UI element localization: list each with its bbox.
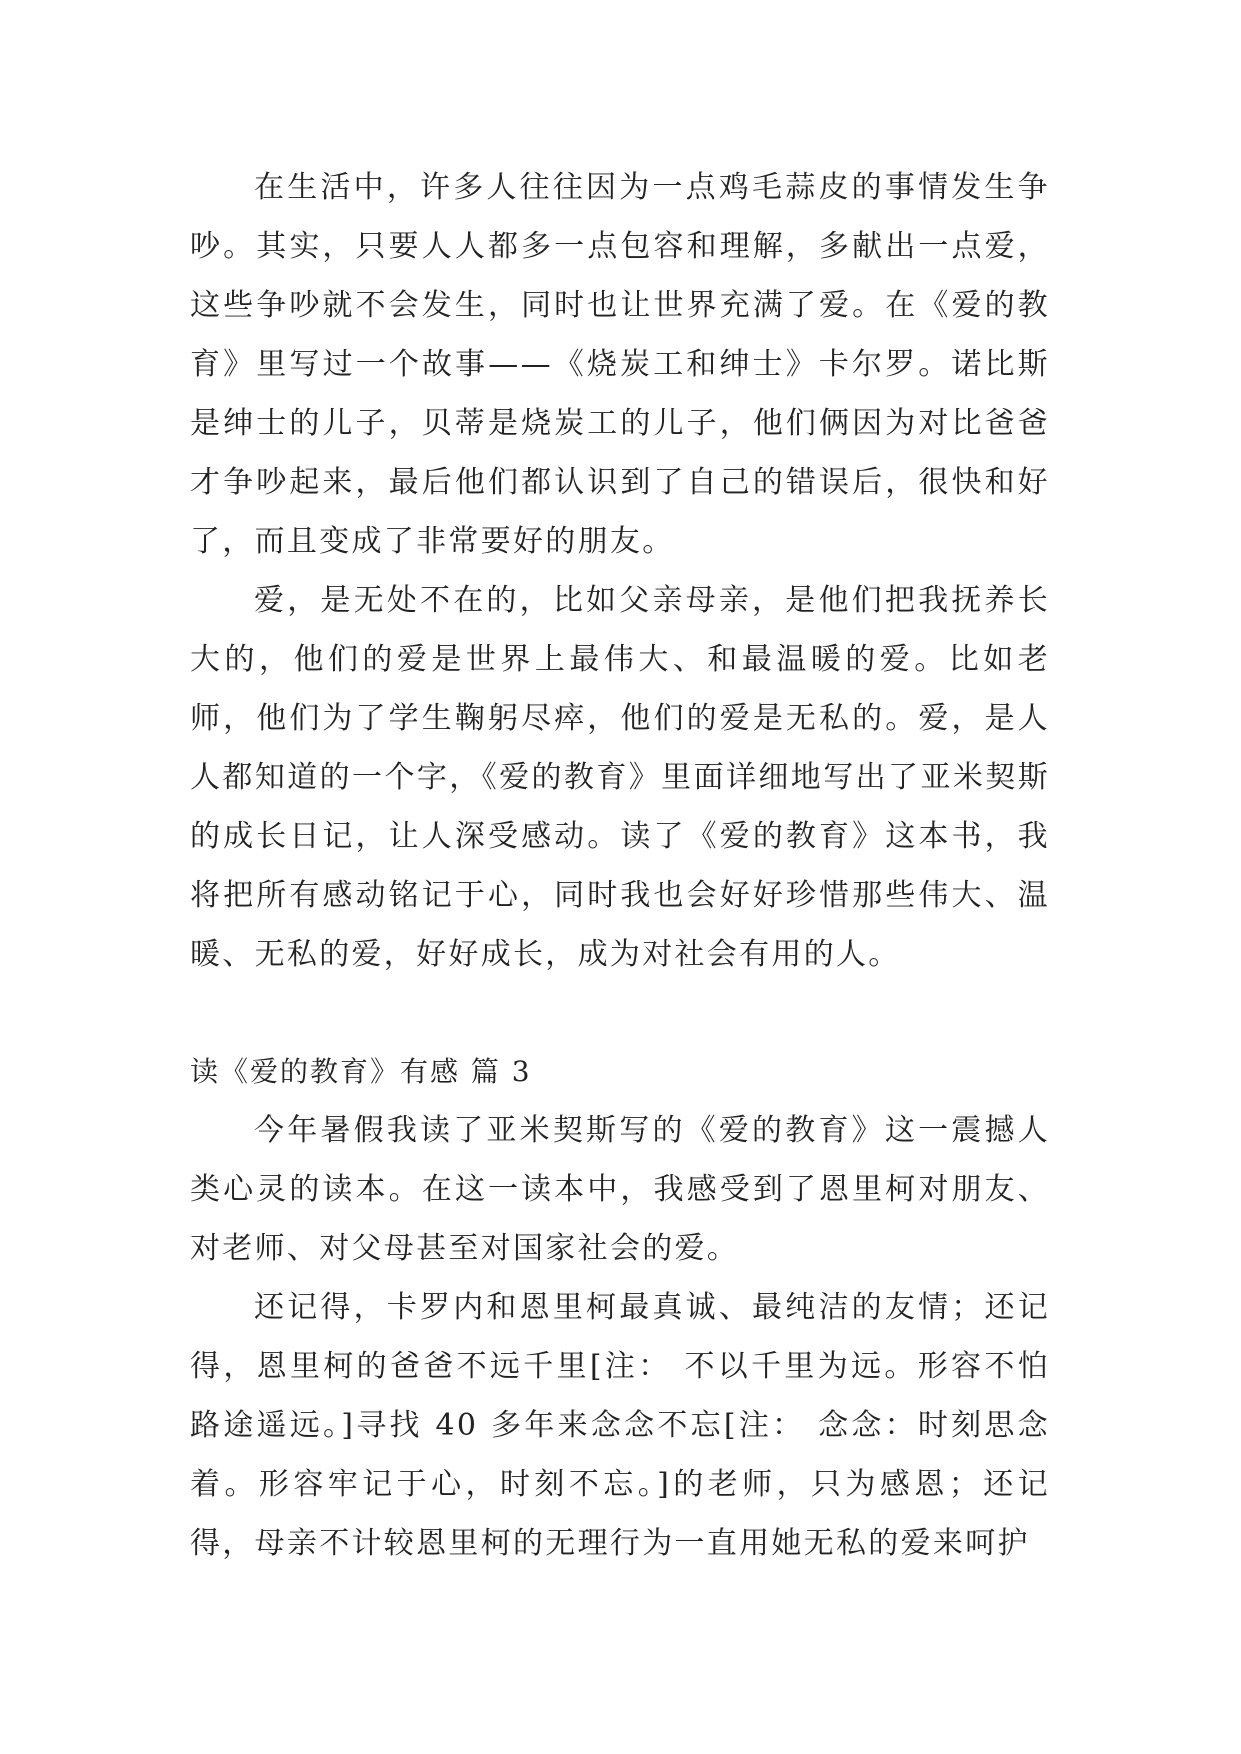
paragraph: 今年暑假我读了亚米契斯写的《爱的教育》这一震撼人类心灵的读本。在这一读本中，我感受到了恩里柯对朋友、对老师、对父母甚至对国家社会的爱。: [190, 1113, 1050, 1266]
section-title: 读《爱的教育》有感 篇 3: [190, 1055, 532, 1088]
document-page: [190, 158, 1050, 1573]
intro-section: [190, 158, 1050, 984]
paragraph: 还记得，卡罗内和恩里柯最真诚、最纯洁的友情；还记得，恩里柯的爸爸不远千里[注： 不以千里为远。形容不怕路途遥远。]寻找 40 多年来念念不忘[注： 念念：时刻思念着。形容牢记于心，时刻不忘。]的老师，只为感恩；还记得，母亲不计较恩里柯的无理行为一直用她无私的爱来呵护: [190, 1290, 1050, 1561]
essay-section: [190, 1101, 1050, 1573]
paragraph: 爱，是无处不在的，比如父亲母亲，是他们把我抚养长大的，他们的爱是世界上最伟大、和最温暖的爱。比如老师，他们为了学生鞠躬尽瘁，他们的爱是无私的。爱，是人人都知道的一个字，《爱的教育》里面详细地写出了亚米契斯的成长日记，让人深受感动。读了《爱的教育》这本书，我将把所有感动铭记于心，同时我也会好好珍惜那些伟大、温暖、无私的爱，好好成长，成为对社会有用的人。: [190, 583, 1050, 972]
paragraph: 在生活中，许多人往往因为一点鸡毛蒜皮的事情发生争吵。其实，只要人人都多一点包容和理解，多献出一点爱，这些争吵就不会发生，同时也让世界充满了爱。在《爱的教育》里写过一个故事——《烧炭工和绅士》卡尔罗。诺比斯是绅士的儿子，贝蒂是烧炭工的儿子，他们俩因为对比爸爸才争吵起来，最后他们都认识到了自己的错误后，很快和好了，而且变成了非常要好的朋友。: [190, 170, 1050, 559]
